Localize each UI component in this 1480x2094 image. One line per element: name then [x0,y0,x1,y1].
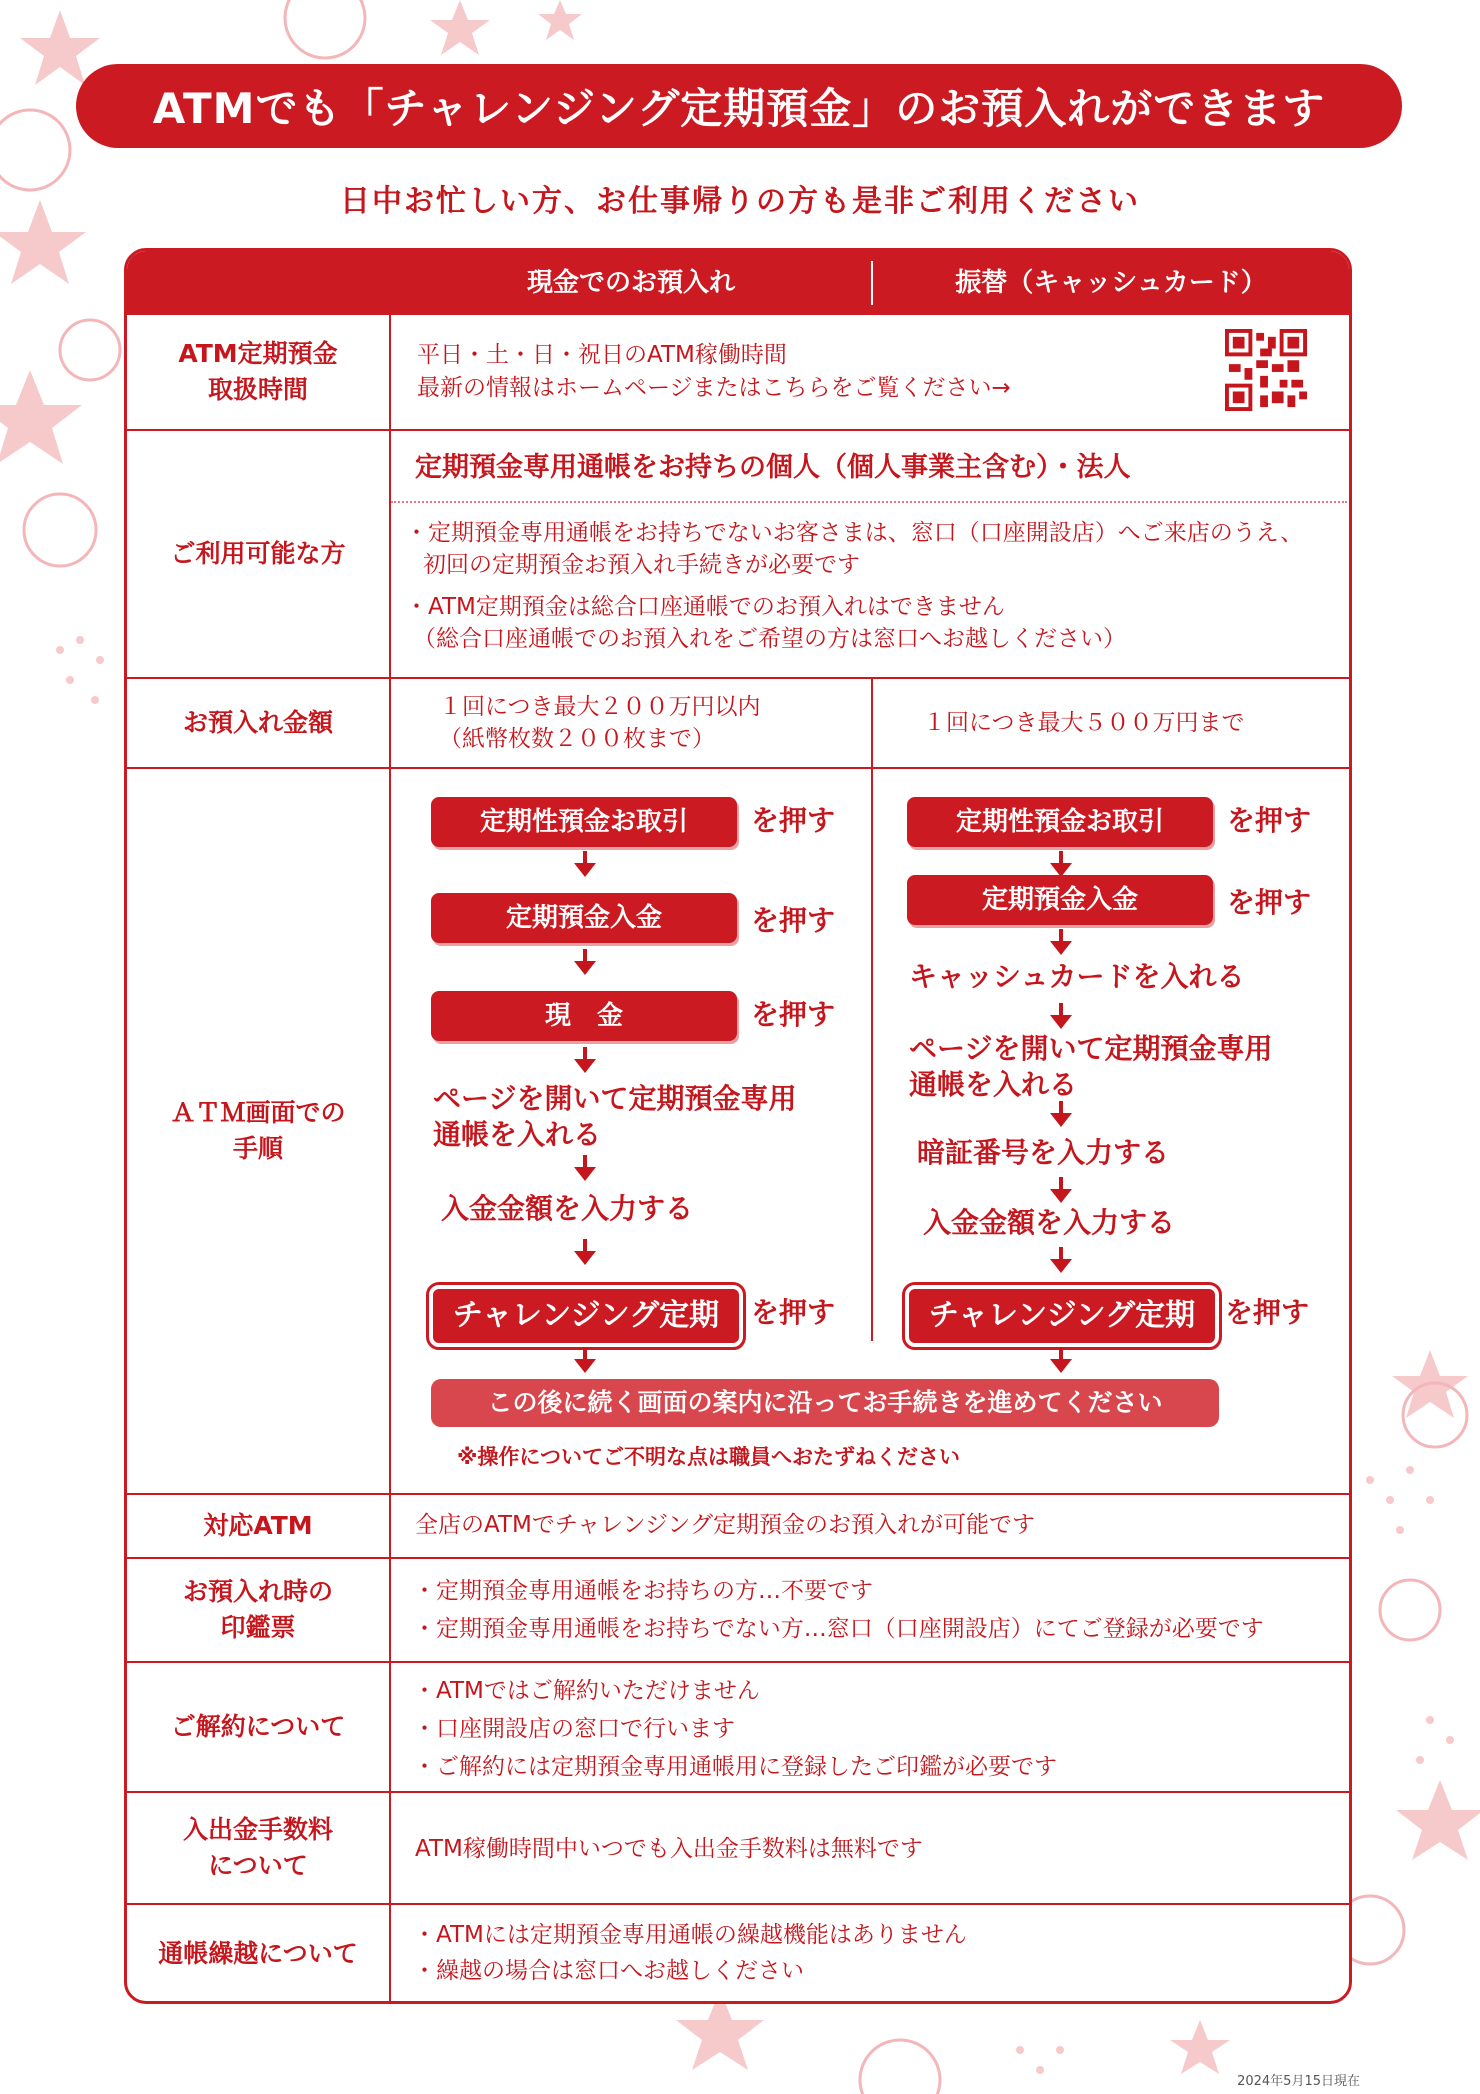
star-icon [538,0,582,40]
amount-transfer: １回につき最大５００万円まで [923,710,1245,736]
page-title: ATMでも「チャレンジング定期預金」のお預入れができます [76,64,1402,148]
eligible-note-1a: ・定期預金専用通帳をお持ちでないお客さまは、窓口（口座開設店）へご来店のうえ、 [405,520,1304,546]
label-column-divider [389,251,391,2004]
cash-step-challenging-term-button: チャレンジング定期 [429,1285,743,1347]
column-header-cash: 現金でのお預入れ [526,268,735,298]
atm-text: 全店のATMでチャレンジング定期預金のお預入れが可能です [415,1512,1035,1538]
press-label: を押す [751,804,836,837]
row-label-cancel: ご解約について [170,1712,346,1741]
as-of-date: 2024年5月15日現在 [1237,2074,1360,2089]
transfer-step-insert-passbook: ページを開いて定期預金専用 通帳を入れる [909,1032,1273,1101]
star-icon [1170,2020,1230,2074]
row-label-hours: ATM定期預金 取扱時間 [178,339,338,404]
hours-line-2: 最新の情報はホームページまたはこちらをご覧ください→ [417,375,1011,401]
procedure-note: ※操作についてご不明な点は職員へおたずねください [457,1445,960,1469]
row-label-amount: お預入れ金額 [182,708,333,737]
page-subtitle: 日中お忙しい方、お仕事帰りの方も是非ご利用ください [340,184,1140,219]
procedure-final-instruction: この後に続く画面の案内に沿ってお手続きを進めてください [431,1379,1219,1427]
press-label: を押す [1227,886,1312,919]
seal-line-1: ・定期預金専用通帳をお持ちの方…不要です [413,1578,873,1604]
cancel-line-1: ・ATMではご解約いただけません [413,1678,760,1704]
hours-line-1: 平日・土・日・祝日のATM稼働時間 [417,342,787,368]
star-icon [20,10,100,85]
basketball-icon [860,2040,940,2094]
row-label-passbook: 通帳繰越について [158,1939,358,1968]
passbook-line-1: ・ATMには定期預金専用通帳の繰越機能はありません [413,1922,967,1948]
press-label: を押す [751,1296,836,1329]
cancel-line-3: ・ご解約には定期預金専用通帳用に登録したご印鑑が必要です [413,1754,1057,1780]
row-label-atm: 対応ATM [203,1511,313,1540]
transfer-step-term-deposit-transactions-button: 定期性預金お取引 [907,797,1213,847]
press-label: を押す [751,998,836,1031]
row-label-procedure: ＡＴＭ画面での 手順 [170,1098,346,1163]
press-label: を押す [1227,804,1312,837]
press-label: を押す [1225,1296,1310,1329]
press-label: を押す [751,904,836,937]
transfer-step-enter-pin: 暗証番号を入力する [917,1136,1170,1169]
eligible-note-2b: （総合口座通帳でのお預入れをご希望の方は窓口へお越しください） [413,626,1126,652]
baseball-icon [1380,1580,1440,1640]
soccer-ball-icon [24,494,96,566]
amount-column-divider [871,679,873,769]
row-label-fee: 入出金手数料 について [182,1815,333,1880]
fee-text: ATM稼働時間中いつでも入出金手数料は無料です [415,1836,923,1862]
row-label-seal: お預入れ時の 印鑑票 [182,1577,333,1642]
table-header [127,251,1349,315]
info-table [124,248,1352,2004]
transfer-step-term-deposit-button: 定期預金入金 [907,875,1213,925]
amount-cash-1: １回につき最大２００万円以内 [439,694,761,720]
cash-step-term-deposit-transactions-button: 定期性預金お取引 [431,797,737,847]
basketball-icon [60,320,120,380]
eligible-note-2a: ・ATM定期預金は総合口座通帳でのお預入れはできません [405,594,1005,620]
eligible-note-1b: 初回の定期預金お預入れ手続きが必要です [423,552,860,578]
amount-cash-2: （紙幣枚数２００枚まで） [439,726,715,752]
star-icon [0,370,82,464]
star-icon [1396,1780,1480,1860]
procedure-column-divider [871,769,873,1341]
transfer-step-enter-amount: 入金金額を入力する [923,1206,1176,1239]
baseball-icon [285,0,365,58]
cash-step-cash-button: 現 金 [431,991,737,1041]
seal-line-2: ・定期預金専用通帳をお持ちでない方…窓口（口座開設店）にてご登録が必要です [413,1616,1264,1642]
eligible-main: 定期預金専用通帳をお持ちの個人（個人事業主含む）・法人 [415,452,1131,483]
cancel-line-2: ・口座開設店の窓口で行います [413,1716,735,1742]
star-icon [430,0,490,55]
cash-step-insert-passbook: ページを開いて定期預金専用 通帳を入れる [433,1082,797,1151]
qr-code-icon[interactable] [1225,329,1307,411]
column-header-transfer: 振替（キャッシュカード） [955,268,1267,298]
row-label-eligible: ご利用可能な方 [170,539,346,568]
transfer-step-challenging-term-button: チャレンジング定期 [905,1285,1219,1347]
cash-step-term-deposit-button: 定期預金入金 [431,893,737,943]
passbook-line-2: ・繰越の場合は窓口へお越しください [413,1958,804,1984]
cash-step-enter-amount: 入金金額を入力する [441,1192,694,1225]
transfer-step-insert-card: キャッシュカードを入れる [909,960,1245,993]
